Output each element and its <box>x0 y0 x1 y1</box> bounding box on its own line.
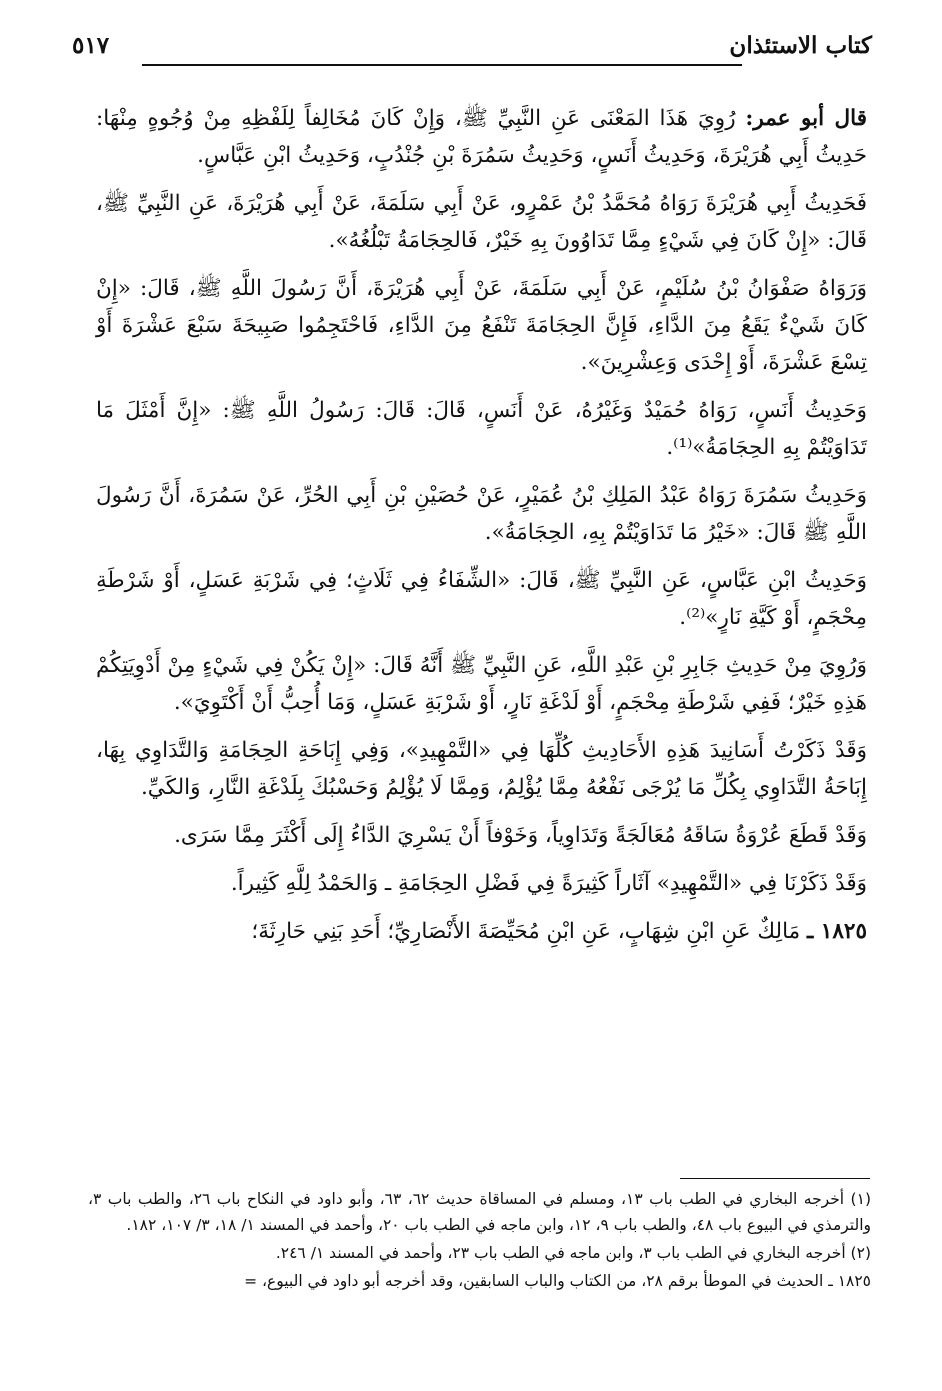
running-header <box>72 30 872 70</box>
hadith-number: ١٨٢٥ ـ <box>807 919 867 944</box>
hadith-entry <box>96 913 867 950</box>
paragraph <box>96 392 867 466</box>
paragraph <box>96 732 867 806</box>
paragraph-text: وَحَدِيثُ أَنَسٍ، رَوَاهُ حُمَيْدٌ وَغَيْرُهُ، عَنْ أَنَسٍ، قَالَ: قَالَ: رَسُولُ اللَّهِ ﷺ: «إِنَّ أَمْثَلَ مَا تَدَاوَيْتُمْ بِهِ الحِجَامَةُ»⁽¹⁾. <box>96 398 867 460</box>
footnote: ١٨٢٥ ـ الحديث في الموطأ برقم ٢٨، من الكتاب والباب السابقين، وقد أخرجه أبو داود في البيوع، = <box>244 1272 871 1290</box>
paragraph <box>96 100 867 174</box>
footnotes <box>88 1186 871 1296</box>
paragraph-text: وَقَدْ ذَكَرْتُ أَسَانِيدَ هَذِهِ الأَحَادِيثِ كُلِّهَا فِي «التَّمْهِيدِ»، وَفِي إِبَاحَةِ الحِجَامَةِ وَالتَّدَاوِي بِهَا، إِبَاحَةُ التَّدَاوِي بِكُلِّ مَا يُرْجَى نَفْعُهُ مِمَّا يُؤْلِمُ، وَمِمَّا لَا يُؤْلِمُ وَحَسْبُكَ بِلَدْغَةِ النَّارِ، وَالكَيِّ. <box>96 738 867 800</box>
paragraph <box>96 865 867 902</box>
paragraph-text: وَرُوِيَ مِنْ حَدِيثِ جَابِرِ بْنِ عَبْدِ اللَّهِ، عَنِ النَّبِيِّ ﷺ أَنَّهُ قَالَ: «إِنْ يَكُنْ فِي شَيْءٍ مِنْ أَدْوِيَتِكُمْ هَذِهِ خَيْرٌ؛ فَفِي شَرْطَةِ مِحْجَمٍ، أَوْ لَدْغَةِ نَارٍ، أَوْ شَرْبَةِ عَسَلٍ، وَمَا أُحِبُّ أَنْ أَكْتَوِيَ». <box>96 653 867 715</box>
footnote: (٢) أخرجه البخاري في الطب باب ٣، وابن ماجه في الطب باب ٢٣، وأحمد في المسند ١/ ٢٤٦. <box>275 1244 871 1262</box>
paragraph-text: وَرَوَاهُ صَفْوَانُ بْنُ سُلَيْمٍ، عَنْ أَبِي سَلَمَةَ، عَنْ أَبِي هُرَيْرَةَ، أَنَّ رَسُولَ اللَّهِ ﷺ، قَالَ: «إِنْ كَانَ شَيْءٌ يَقَعُ مِنَ الدَّاءِ، فَإِنَّ الحِجَامَةَ تَنْفَعُ مِنَ الدَّاءِ، فَاحْتَجِمُوا صَبِيحَةَ سَبْعَ عَشْرَةَ أَوْ تِسْعَ عَشْرَةَ، أَوْ إِحْدَى وَعِشْرِينَ». <box>96 276 867 375</box>
paragraph <box>96 647 867 721</box>
paragraph-text: مَالِكٌ عَنِ ابْنِ شِهَابٍ، عَنِ ابْنِ مُحَيِّصَةَ الأَنْصَارِيِّ؛ أَحَدِ بَنِي حَارِثَةَ؛ <box>251 919 807 944</box>
paragraph <box>96 562 867 636</box>
paragraph-text: وَحَدِيثُ ابْنِ عَبَّاسٍ، عَنِ النَّبِيِّ ﷺ، قَالَ: «الشِّفَاءُ فِي ثَلَاثٍ؛ فِي شَرْبَةِ عَسَلٍ، أَوْ شَرْطَةِ مِحْجَمٍ، أَوْ كَيَّةِ نَارٍ»⁽²⁾. <box>96 568 867 630</box>
book-title: كتاب الاستئذان <box>729 32 872 59</box>
paragraph-text: فَحَدِيثُ أَبِي هُرَيْرَةَ رَوَاهُ مُحَمَّدُ بْنُ عَمْرٍو، عَنْ أَبِي سَلَمَةَ، عَنْ أَبِي هُرَيْرَةَ، عَنِ النَّبِيِّ ﷺ، قَالَ: «إِنْ كَانَ فِي شَيْءٍ مِمَّا تَدَاوُونَ بِهِ خَيْرٌ، فَالحِجَامَةُ تَبْلُغُهُ». <box>96 191 867 253</box>
paragraph-text: وَقَدْ قَطَعَ عُرْوَةُ سَاقَهُ مُعَالَجَةً وَتَدَاوِياً، وَخَوْفاً أَنْ يَسْرِيَ الدَّاءُ إِلَى أَكْثَرَ مِمَّا سَرَى. <box>174 823 867 848</box>
paragraph <box>96 270 867 381</box>
paragraph-text: وَقَدْ ذَكَرْنَا فِي «التَّمْهِيدِ» آثَاراً كَثِيرَةً فِي فَضْلِ الحِجَامَةِ ـ وَالحَمْدُ لِلَّهِ كَثِيراً. <box>230 871 867 896</box>
paragraph <box>96 477 867 551</box>
main-text <box>96 100 867 961</box>
header-rule <box>142 64 742 66</box>
footnote-rule <box>680 1178 870 1179</box>
paragraph <box>96 817 867 854</box>
paragraph-text: وَحَدِيثُ سَمُرَةَ رَوَاهُ عَبْدُ المَلِكِ بْنُ عُمَيْرٍ، عَنْ حُصَيْنِ بْنِ أَبِي الحُرِّ، عَنْ سَمُرَةَ، أَنَّ رَسُولَ اللَّهِ ﷺ قَالَ: «خَيْرُ مَا تَدَاوَيْتُمْ بِهِ، الحِجَامَةُ». <box>96 483 867 545</box>
footnote: (١) أخرجه البخاري في الطب باب ١٣، ومسلم في المساقاة حديث ٦٢، ٦٣، وأبو داود في النكاح باب ٢٦، والطب باب ٣، والترمذي في البيوع باب ٤٨، والطب باب ٩، ١٢، وابن ماجه في الطب باب ٢٠، وأحمد في المسند ١/ ١٨، ٣/ ١٠٧، ١٨٢. <box>88 1190 871 1234</box>
page-number: ٥١٧ <box>72 32 110 59</box>
paragraph <box>96 185 867 259</box>
paragraph-lead: قال أبو عمر: <box>745 106 867 131</box>
paragraph-text: رُوِيَ هَذَا المَعْنَى عَنِ النَّبِيِّ ﷺ، وَإِنْ كَانَ مُخَالِفاً لِلَفْظِهِ مِنْ وُجُوهٍ مِنْهَا: حَدِيثُ أَبِي هُرَيْرَةَ، وَحَدِيثُ أَنَسٍ، وَحَدِيثُ سَمُرَةَ بْنِ جُنْدُبٍ، وَحَدِيثُ ابْنِ عَبَّاسٍ. <box>96 106 867 168</box>
